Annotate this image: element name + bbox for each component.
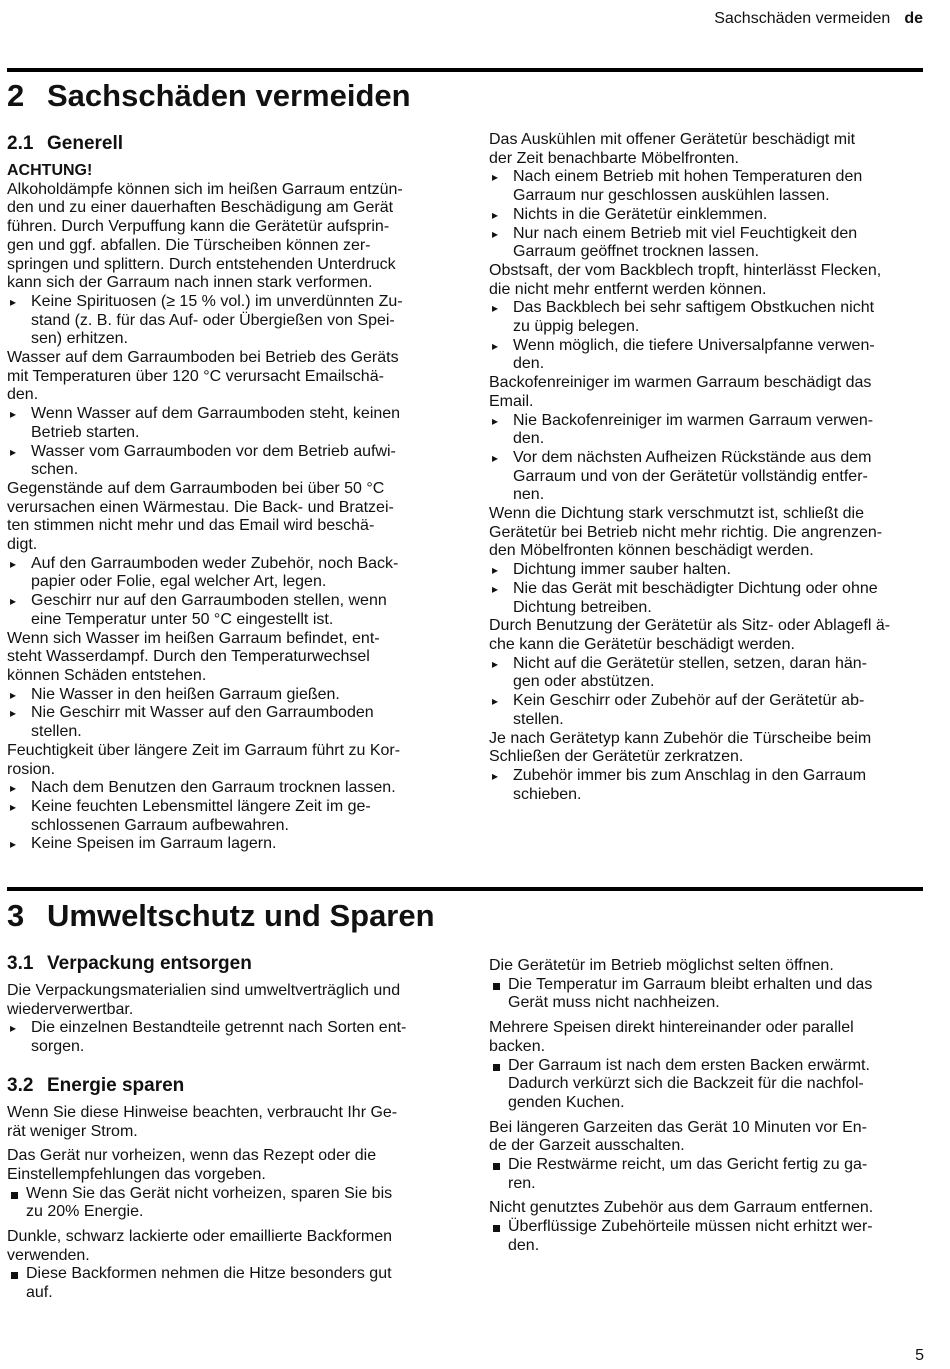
paragraph-line: springen und splittern. Durch entstehenden Unterdruck xyxy=(7,255,396,273)
paragraph-line: Bei längeren Garzeiten das Gerät 10 Minuten vor En- xyxy=(489,1118,867,1136)
paragraph-line: den. xyxy=(7,386,39,404)
square-bullet-continuation: Gerät muss nicht nachheizen. xyxy=(508,994,720,1012)
paragraph-line: che kann die Gerätetür beschädigt werden. xyxy=(489,635,795,653)
paragraph-line: Einstellempfehlungen das vorgeben. xyxy=(7,1165,266,1183)
paragraph-line: den Möbelfronten können beschädigt werden. xyxy=(489,542,814,560)
subsection-title: Generell xyxy=(47,133,124,154)
section-rule xyxy=(7,68,923,72)
bullet-continuation: Dichtung betreiben. xyxy=(513,598,652,616)
paragraph-line: rät weniger Strom. xyxy=(7,1122,138,1140)
bullet-continuation: sen) erhitzen. xyxy=(31,330,128,348)
page-number: 5 xyxy=(915,1347,924,1364)
square-bullet-item: Überflüssige Zubehörteile müssen nicht erhitzt wer- xyxy=(489,1218,929,1237)
text-block xyxy=(7,982,457,1057)
bullet-item: ▸ Dichtung immer sauber halten. xyxy=(489,561,929,580)
section-3-right-column xyxy=(489,957,929,1256)
paragraph-line: Dunkle, schwarz lackierte oder emaillierte Backformen xyxy=(7,1228,393,1246)
bullet-item: ▸ Nur nach einem Betrieb mit viel Feuchtigkeit den xyxy=(489,225,929,244)
bullet-item: ▸ Nichts in die Gerätetür einklemmen. xyxy=(489,206,929,225)
bullet-item: ▸ Die einzelnen Bestandteile getrennt nach Sorten ent- xyxy=(7,1019,457,1038)
square-bullet-continuation: ren. xyxy=(508,1174,536,1192)
bullet-continuation: stellen. xyxy=(31,723,82,741)
bullet-item: ▸ Keine Spirituosen (≥ 15 % vol.) im unverdünnten Zu- xyxy=(7,293,457,312)
paragraph-line: mit Temperaturen über 120 °C verursacht Emailschä- xyxy=(7,367,384,385)
section-number: 2 xyxy=(7,78,25,113)
square-bullet-item: Wenn Sie das Gerät nicht vorheizen, sparen Sie bis xyxy=(7,1185,457,1204)
paragraph-line: Backofenreiniger im warmen Garraum beschädigt das xyxy=(489,374,872,392)
bullet-continuation: stellen. xyxy=(513,710,564,728)
bullet-item: ▸ Wenn möglich, die tiefere Universalpfanne verwen- xyxy=(489,337,929,356)
subsection-heading xyxy=(7,1075,457,1097)
bullet-continuation: eine Temperatur unter 50 °C eingestellt ist. xyxy=(31,610,334,628)
section-rule xyxy=(7,887,923,891)
bullet-continuation: zu üppig belegen. xyxy=(513,318,640,336)
section-2-right-column xyxy=(489,131,929,804)
paragraph-line: Schließen der Gerätetür zerkratzen. xyxy=(489,748,744,766)
bullet-continuation: Garraum und von der Gerätetür vollständig entfer- xyxy=(513,467,868,485)
bullet-item: ▸ Nie das Gerät mit beschädigter Dichtung oder ohne xyxy=(489,580,929,599)
section-heading xyxy=(7,78,411,114)
bullet-continuation: gen oder abstützen. xyxy=(513,673,655,691)
bullet-continuation: Garraum geöffnet trocknen lassen. xyxy=(513,243,760,261)
paragraph-line: Wenn sich Wasser im heißen Garraum befindet, ent- xyxy=(7,629,380,647)
bullet-continuation: schieben. xyxy=(513,785,582,803)
subsection-number: 3.2 xyxy=(7,1074,34,1096)
subsection-number: 3.1 xyxy=(7,953,34,974)
bullet-continuation: den. xyxy=(513,430,545,448)
square-bullet-continuation: genden Kuchen. xyxy=(508,1093,625,1111)
header-title: Sachschäden vermeiden xyxy=(714,10,891,27)
paragraph-line: der Zeit benachbarte Möbelfronten. xyxy=(489,149,739,167)
paragraph-line: Mehrere Speisen direkt hintereinander oder parallel xyxy=(489,1019,854,1037)
square-bullet-item: Diese Backformen nehmen die Hitze besonders gut xyxy=(7,1265,457,1284)
text-block xyxy=(489,131,929,804)
paragraph-line: rosion. xyxy=(7,760,56,778)
running-header xyxy=(714,10,923,28)
bullet-continuation: papier oder Folie, egal welcher Art, legen. xyxy=(31,573,327,591)
subsection-heading xyxy=(7,133,457,155)
square-bullet-item: Der Garraum ist nach dem ersten Backen erwärmt. xyxy=(489,1057,929,1076)
paragraph-line: verwenden. xyxy=(7,1246,90,1264)
paragraph-line: gen und ggf. abfallen. Die Türscheiben können zer- xyxy=(7,236,371,254)
text-block xyxy=(7,1104,457,1303)
subsection-number: 2.1 xyxy=(7,133,34,154)
paragraph-line: Wenn die Dichtung stark verschmutzt ist, schließt die xyxy=(489,505,864,523)
bullet-item: ▸ Keine Speisen im Garraum lagern. xyxy=(7,835,457,854)
header-language: de xyxy=(904,10,923,27)
paragraph-line: digt. xyxy=(7,536,38,554)
paragraph-line: Je nach Gerätetyp kann Zubehör die Türscheibe beim xyxy=(489,729,872,747)
square-bullet-continuation: den. xyxy=(508,1236,540,1254)
warning-label: ACHTUNG! xyxy=(7,162,93,179)
square-bullet-item: Die Restwärme reicht, um das Gericht fertig zu ga- xyxy=(489,1156,929,1175)
bullet-item: ▸ Nie Backofenreiniger im warmen Garraum verwen- xyxy=(489,412,929,431)
paragraph-line: ten stimmen nicht mehr und das Email wird beschä- xyxy=(7,517,375,535)
paragraph-line: Die Gerätetür im Betrieb möglichst selten öffnen. xyxy=(489,957,834,974)
paragraph-line: backen. xyxy=(489,1037,546,1055)
bullet-continuation: den. xyxy=(513,355,545,373)
paragraph-line: Durch Benutzung der Gerätetür als Sitz- oder Ablagefl ä- xyxy=(489,617,891,635)
bullet-item: ▸ Nach dem Benutzen den Garraum trocknen lassen. xyxy=(7,779,457,798)
paragraph-line: Feuchtigkeit über längere Zeit im Garraum führt zu Kor- xyxy=(7,741,401,759)
text-block xyxy=(7,162,457,854)
paragraph-line: Wenn Sie diese Hinweise beachten, verbraucht Ihr Ge- xyxy=(7,1103,398,1121)
paragraph-line: steht Wasserdampf. Durch den Temperaturwechsel xyxy=(7,648,370,666)
bullet-item: ▸ Zubehör immer bis zum Anschlag in den Garraum xyxy=(489,767,929,786)
section-title: Sachschäden vermeiden xyxy=(47,78,411,113)
section-number: 3 xyxy=(7,898,25,933)
paragraph-line: Das Auskühlen mit offener Gerätetür beschädigt mit xyxy=(489,131,856,148)
bullet-continuation: Betrieb starten. xyxy=(31,423,140,441)
paragraph-line: Gerätetür bei Betrieb nicht mehr richtig. Die angrenzen- xyxy=(489,523,883,541)
bullet-item: ▸ Nach einem Betrieb mit hohen Temperaturen den xyxy=(489,168,929,187)
subsection-title: Verpackung entsorgen xyxy=(47,953,252,974)
bullet-continuation: schlossenen Garraum aufbewahren. xyxy=(31,816,289,834)
paragraph-line: Obstsaft, der vom Backblech tropft, hinterlässt Flecken, xyxy=(489,261,882,279)
text-block xyxy=(489,957,929,1256)
section-heading xyxy=(7,898,435,934)
paragraph-line: kann sich der Garraum nach innen stark verformen. xyxy=(7,274,373,292)
subsection-heading xyxy=(7,953,457,975)
paragraph-line: die nicht mehr entfernt werden können. xyxy=(489,280,767,298)
square-bullet-continuation: Dadurch verkürzt sich die Backzeit für die nachfol- xyxy=(508,1075,864,1093)
bullet-continuation: nen. xyxy=(513,486,545,504)
section-2-left-column xyxy=(7,133,457,854)
section-3-left-column xyxy=(7,953,457,1303)
subsection-title: Energie sparen xyxy=(47,1074,185,1096)
bullet-continuation: Garraum nur geschlossen auskühlen lassen. xyxy=(513,187,830,205)
bullet-item: ▸ Keine feuchten Lebensmittel längere Zeit im ge- xyxy=(7,798,457,817)
bullet-item: ▸ Nicht auf die Gerätetür stellen, setzen, daran hän- xyxy=(489,655,929,674)
bullet-continuation: sorgen. xyxy=(31,1038,85,1056)
section-title: Umweltschutz und Sparen xyxy=(47,898,435,933)
square-bullet-continuation: auf. xyxy=(26,1284,53,1302)
paragraph-line: Email. xyxy=(489,392,534,410)
bullet-continuation: stand (z. B. für das Auf- oder Übergießen von Spei- xyxy=(31,311,395,329)
bullet-item: ▸ Das Backblech bei sehr saftigem Obstkuchen nicht xyxy=(489,299,929,318)
paragraph-line: wiederverwertbar. xyxy=(7,1000,134,1018)
paragraph-line: Nicht genutztes Zubehör aus dem Garraum entfernen. xyxy=(489,1199,874,1217)
paragraph-line: de der Garzeit ausschalten. xyxy=(489,1137,685,1155)
paragraph-line: Das Gerät nur vorheizen, wenn das Rezept oder die xyxy=(7,1147,377,1165)
bullet-continuation: schen. xyxy=(31,461,79,479)
paragraph-line: den und zu einer dauerhaften Beschädigung am Gerät xyxy=(7,199,394,217)
bullet-item: ▸ Wasser vom Garraumboden vor dem Betrieb aufwi- xyxy=(7,443,457,462)
square-bullet-item: Die Temperatur im Garraum bleibt erhalten und das xyxy=(489,976,929,995)
bullet-item: ▸ Auf den Garraumboden weder Zubehör, noch Back- xyxy=(7,555,457,574)
spacer xyxy=(7,1057,457,1075)
bullet-item: ▸ Nie Geschirr mit Wasser auf den Garraumboden xyxy=(7,704,457,723)
bullet-item: ▸ Geschirr nur auf den Garraumboden stellen, wenn xyxy=(7,592,457,611)
bullet-item: ▸ Vor dem nächsten Aufheizen Rückstände aus dem xyxy=(489,449,929,468)
bullet-item: ▸ Kein Geschirr oder Zubehör auf der Gerätetür ab- xyxy=(489,692,929,711)
paragraph-line: Die Verpackungsmaterialien sind umweltverträglich und xyxy=(7,982,401,999)
paragraph-line: führen. Durch Verpuffung kann die Gerätetür aufsprin- xyxy=(7,218,390,236)
paragraph-line: Gegenstände auf dem Garraumboden bei über 50 °C xyxy=(7,479,385,497)
paragraph-line: Wasser auf dem Garraumboden bei Betrieb des Geräts xyxy=(7,349,399,367)
bullet-item: ▸ Wenn Wasser auf dem Garraumboden steht, keinen xyxy=(7,405,457,424)
bullet-item: ▸ Nie Wasser in den heißen Garraum gießen. xyxy=(7,686,457,705)
square-bullet-continuation: zu 20% Energie. xyxy=(26,1203,144,1221)
paragraph-line: können Schäden entstehen. xyxy=(7,666,207,684)
paragraph-line: Alkoholdämpfe können sich im heißen Garraum entzün- xyxy=(7,180,403,198)
paragraph-line: verursachen einen Wärmestau. Die Back- und Bratzei- xyxy=(7,498,394,516)
